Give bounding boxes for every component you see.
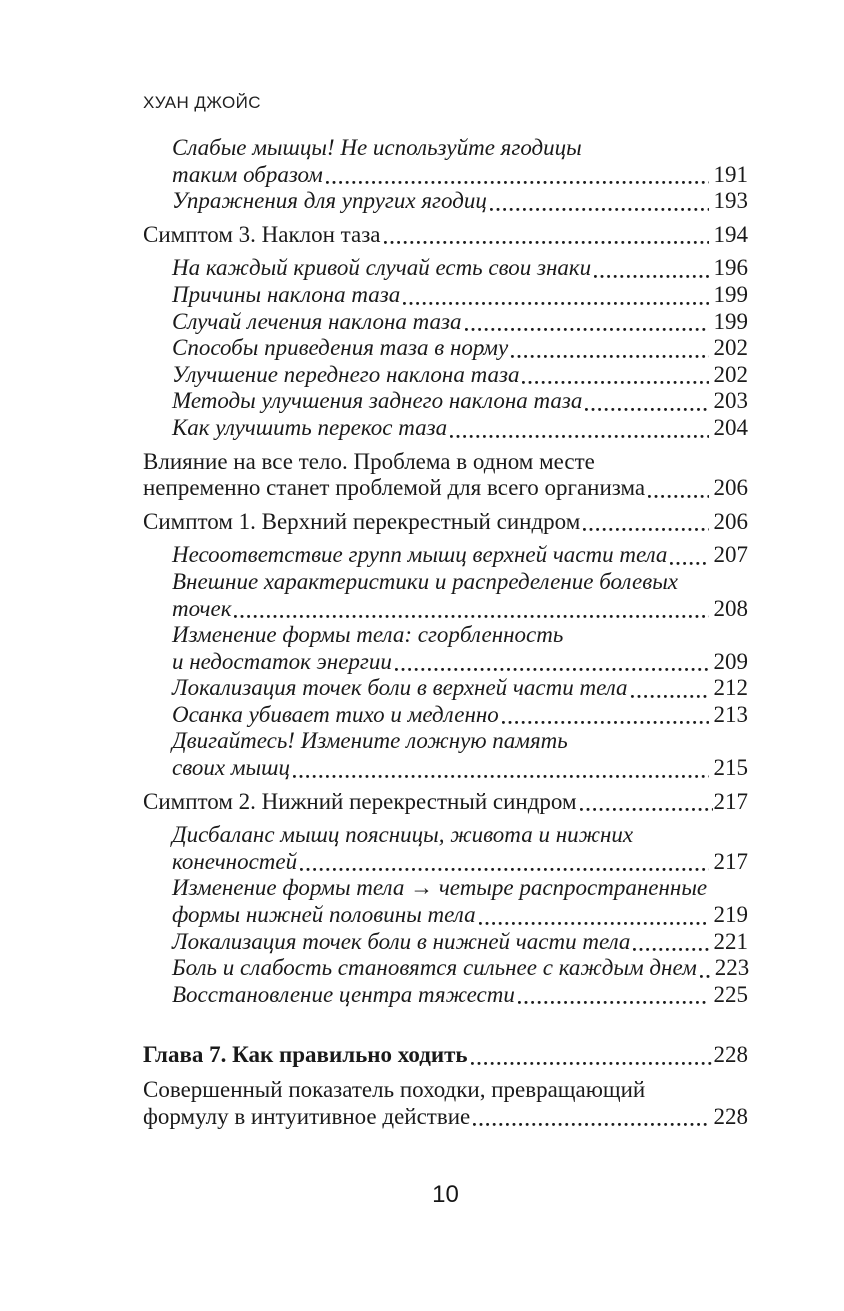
dot-leader [490,206,709,211]
toc-entry-title: Симптом 2. Нижний перекрестный синдром [143,788,577,814]
toc-entry-title: Локализация точек боли в нижней части тела [172,928,631,954]
toc-entry-title: своих мышц [172,755,290,781]
toc-entry-title: Восстановление центра тяжести [172,981,515,1007]
toc-entry [143,728,748,781]
dot-leader [585,406,708,411]
toc-entry-page: 191 [713,161,748,187]
toc-entry [143,1042,748,1069]
toc-entry [143,309,748,336]
dot-leader [300,866,708,871]
toc-entry-title: Как улучшить перекос таза [172,414,448,440]
toc-entry-title: таким образом [172,161,323,187]
toc-entry-line [172,335,748,362]
toc-entry [143,509,748,536]
toc-entry-line [172,162,748,189]
toc-entry [143,622,748,675]
toc-entry-line [143,1042,748,1069]
toc-entry-line [172,875,748,902]
toc-entry-page: 199 [713,281,748,307]
toc-entry-line [172,596,748,623]
dot-leader [465,326,709,331]
toc-entry-page: 217 [713,848,748,874]
dot-leader [502,719,709,724]
toc-entry-title: Двигайтесь! Измените ложную память [172,728,568,754]
toc-entry-title: Изменение формы тела: сгорбленность [172,622,564,648]
dot-leader [473,1121,708,1126]
toc-entry-page: 193 [713,188,748,214]
toc-entry-line [172,135,748,162]
dot-leader [326,179,709,184]
toc-entry-title: Улучшение переднего наклона таза [172,361,520,387]
toc-entry-line [172,282,748,309]
toc-entry-page: 215 [713,755,748,781]
toc-entry-line [172,362,748,389]
toc-entry-line [172,929,748,956]
toc-entry-title: Локализация точек боли в верхней части тела [172,675,628,701]
toc-entry-page: 212 [713,675,748,701]
toc-entry-line [143,222,748,249]
toc-entry [143,415,748,442]
toc-entry-page: 228 [713,1103,748,1129]
toc-entry-title: Несоответствие групп мышц верхней части тела [172,542,668,568]
toc-entry-page: 221 [713,928,748,954]
toc-entry-title: Дисбаланс мышц поясницы, живота и нижних [172,822,634,848]
toc-entry [143,188,748,215]
toc-entry-line [172,728,748,755]
toc-entry [143,875,748,928]
page-number: 10 [432,1181,459,1208]
toc-entry-page: 223 [714,955,750,981]
toc-entry-line [143,475,748,502]
toc-entry-page: 203 [713,388,748,414]
dot-leader [522,379,708,384]
toc-entry-page: 206 [713,475,748,501]
toc-entry-title: Осанка убивает тихо и медленно [172,701,499,727]
toc-entry-line [172,822,748,849]
toc-entry-page: 219 [713,902,748,928]
toc-entry-title: формулу в интуитивное действие [143,1103,471,1129]
toc-entry-line [172,675,748,702]
toc-entry [143,955,748,982]
dot-leader [293,773,709,778]
toc-entry-page: 209 [713,648,748,674]
toc-entry [143,362,748,389]
toc-entry [143,1077,748,1130]
toc-entry [143,702,748,729]
toc-entry [143,569,748,622]
toc-entry-line [172,188,748,215]
dot-leader [471,1060,713,1065]
toc-entry [143,135,748,188]
dot-leader [580,806,713,811]
toc-entry-title: и недостаток энергии [172,648,392,674]
toc-entry-title: Причины наклона таза [172,281,401,307]
toc-entry-page: 225 [713,981,748,1007]
toc-entry [143,388,748,415]
toc-entry-line [172,702,748,729]
toc-entry [143,222,748,249]
toc-entry [143,822,748,875]
dot-leader [631,693,709,698]
toc-entry-title: Совершенный показатель походки, превращающий [143,1077,646,1102]
toc-entry-page: 202 [713,335,748,361]
toc-entry-title: Внешние характеристики и распределение болевых [172,568,678,594]
toc-entry-line [172,902,748,929]
toc-entry-title: Упражнения для упругих ягодиц [172,188,487,214]
dot-leader [583,526,708,531]
toc-entry-title: Симптом 3. Наклон таза [143,221,381,247]
toc-entry-page: 207 [713,542,748,568]
dot-leader [518,999,709,1004]
toc-entry-title: На каждый кривой случай есть свои знаки [172,255,592,281]
toc-entry-title: точек [172,595,232,621]
dot-leader [450,433,708,438]
toc-entry-title: формы нижней половины тела [172,902,476,928]
toc-entry [143,542,748,569]
toc-entry [143,282,748,309]
dot-leader [633,946,708,951]
toc-entry-page: 228 [713,1042,748,1068]
toc-list [143,135,748,1130]
toc-entry [143,982,748,1009]
dot-leader [395,666,709,671]
toc-entry-title: Глава 7. Как правильно ходить [143,1042,468,1068]
toc-entry-line [172,569,748,596]
toc-entry-line [172,955,748,982]
toc-entry-page: 217 [713,788,748,814]
toc-entry-line [143,1077,748,1104]
dot-leader [479,920,709,925]
toc-entry-title: непременно станет проблемой для всего организма [143,475,646,501]
toc-entry-title: Влияние на все тело. Проблема в одном месте [143,448,595,474]
toc-entry-title: Методы улучшения заднего наклона таза [172,388,583,414]
dot-leader [384,239,709,244]
toc-entry-line [172,542,748,569]
toc-entry [143,255,748,282]
dot-leader [700,973,710,978]
toc-entry-page: 206 [713,508,748,534]
dot-leader [234,613,708,618]
toc-entry-page: 208 [713,595,748,621]
dot-leader [670,560,708,565]
toc-entry-title: конечностей [172,848,298,874]
toc-entry-page: 194 [713,221,748,247]
toc-entry [143,675,748,702]
toc-entry-page: 204 [713,414,748,440]
toc-entry-line [172,309,748,336]
toc-entry-line [143,509,748,536]
dot-leader [403,300,708,305]
toc-entry-title: Случай лечения наклона таза [172,308,462,334]
toc-entry-line [172,982,748,1009]
toc-entry-title: Боль и слабость становятся сильнее с каждым днем [172,955,697,981]
toc-entry-line [172,849,748,876]
toc-entry-line [143,1104,748,1131]
toc-entry-line [143,789,748,816]
toc-entry-title: Способы приведения таза в норму [172,335,509,361]
toc-entry [143,789,748,816]
toc-entry-title: Симптом 1. Верхний перекрестный синдром [143,508,581,534]
toc-entry-line [172,415,748,442]
toc-entry-line [143,449,748,476]
toc-entry-page: 196 [713,255,748,281]
toc-entry [143,929,748,956]
toc-entry-line [172,755,748,782]
toc-entry-title: Слабые мышцы! Не используйте ягодицы [172,135,582,160]
toc-entry-line [172,255,748,282]
dot-leader [594,273,708,278]
toc-entry [143,449,748,502]
toc-entry-line [172,388,748,415]
toc-entry-page: 213 [713,701,748,727]
dot-leader [648,493,708,498]
toc-entry-page: 202 [713,361,748,387]
toc-entry-line [172,649,748,676]
dot-leader [511,353,708,358]
running-header: ХУАН ДЖОЙС [143,93,261,112]
toc-entry [143,335,748,362]
toc-entry-page: 199 [713,308,748,334]
toc-entry-line [172,622,748,649]
toc-entry-title: Изменение формы тела → четыре распространенные [172,875,708,901]
